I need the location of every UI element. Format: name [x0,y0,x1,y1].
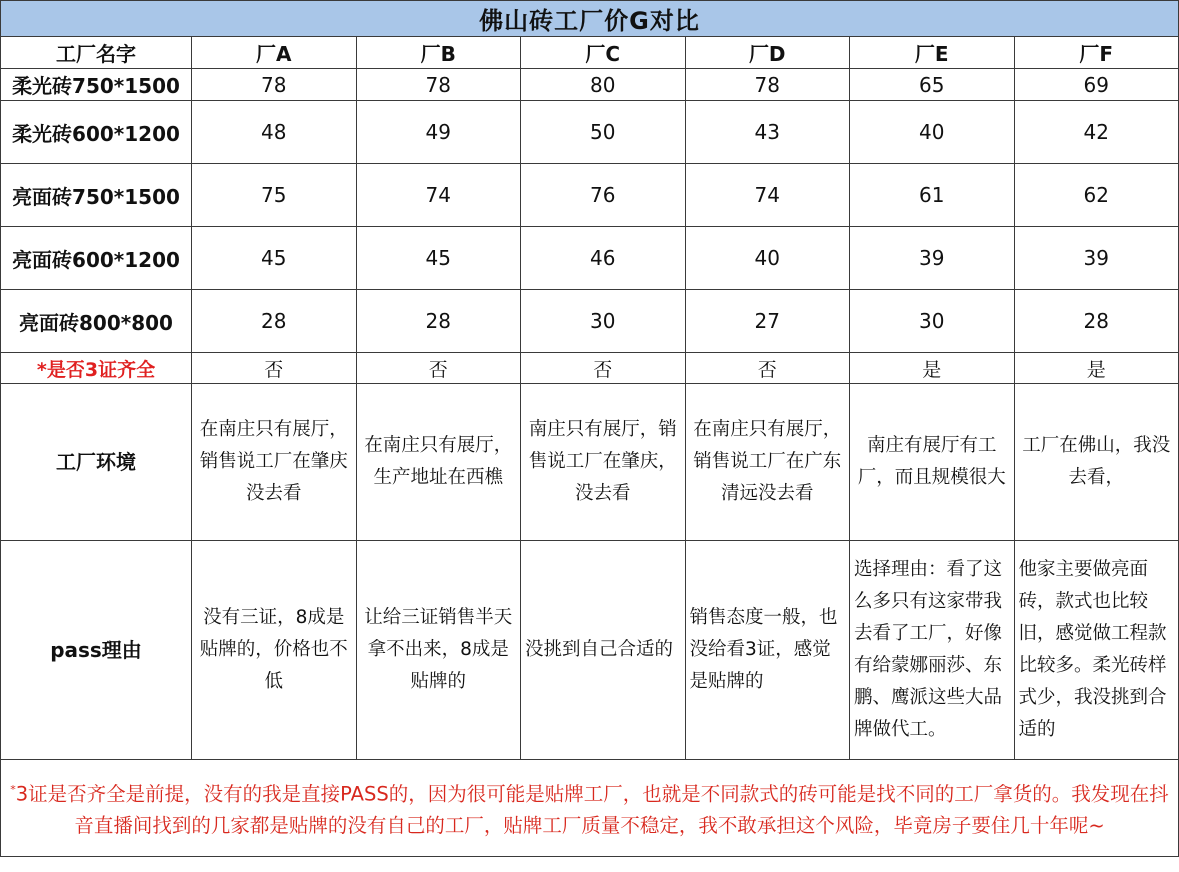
pass-reason-cell: 让给三证销售半天拿不出来，8成是贴牌的 [356,541,521,760]
price-cell: 28 [192,290,357,353]
title-row [1,1,1179,37]
factory-b-header: 厂B [356,37,521,69]
price-cell: 78 [192,69,357,101]
price-cell: 48 [192,101,357,164]
environment-cell: 南庄只有展厅，销售说工厂在肇庆，没去看 [521,384,686,541]
factory-a-header: 厂A [192,37,357,69]
pass-reason-cell: 销售态度一般，也没给看3证，感觉是贴牌的 [685,541,850,760]
environment-row [1,384,1179,541]
price-cell: 42 [1014,101,1179,164]
price-cell: 62 [1014,164,1179,227]
price-cell: 28 [1014,290,1179,353]
pass-reason-cell: 没挑到自己合适的 [521,541,686,760]
table-title: 佛山砖工厂价G对比 [1,1,1179,37]
factory-d-header: 厂D [685,37,850,69]
price-cell: 30 [521,290,686,353]
cert-cell: 是 [850,353,1015,384]
environment-cell: 在南庄只有展厅，生产地址在西樵 [356,384,521,541]
price-cell: 50 [521,101,686,164]
price-cell: 45 [192,227,357,290]
price-cell: 39 [850,227,1015,290]
header-label: 工厂名字 [1,37,192,69]
pass-reason-cell: 选择理由：看了这么多只有这家带我去看了工厂，好像有给蒙娜丽莎、东鹏、鹰派这些大品牌做代工。 [850,541,1015,760]
cert-row [1,353,1179,384]
price-cell: 39 [1014,227,1179,290]
price-row [1,69,1179,101]
price-cell: 74 [356,164,521,227]
price-cell: 46 [521,227,686,290]
cert-cell: 否 [685,353,850,384]
price-cell: 30 [850,290,1015,353]
cert-cell: 否 [521,353,686,384]
factory-f-header: 厂F [1014,37,1179,69]
price-cell: 76 [521,164,686,227]
environment-cell: 南庄有展厅有工厂，而且规模很大 [850,384,1015,541]
cert-row-label: *是否3证齐全 [1,353,192,384]
price-cell: 80 [521,69,686,101]
price-cell: 49 [356,101,521,164]
environment-cell: 在南庄只有展厅，销售说工厂在肇庆没去看 [192,384,357,541]
price-cell: 78 [685,69,850,101]
price-row [1,164,1179,227]
price-cell: 28 [356,290,521,353]
factory-c-header: 厂C [521,37,686,69]
price-row [1,290,1179,353]
price-cell: 61 [850,164,1015,227]
row-label: 亮面砖800*800 [1,290,192,353]
environment-cell: 工厂在佛山，我没去看， [1014,384,1179,541]
price-cell: 78 [356,69,521,101]
cert-cell: 是 [1014,353,1179,384]
footnote [1,760,1179,857]
environment-cell: 在南庄只有展厅，销售说工厂在广东清远没去看 [685,384,850,541]
footnote-row [1,760,1179,857]
row-label: 柔光砖600*1200 [1,101,192,164]
row-label: 亮面砖600*1200 [1,227,192,290]
cert-cell: 否 [192,353,357,384]
footnote-marker: * [10,782,16,796]
price-cell: 65 [850,69,1015,101]
price-row [1,101,1179,164]
header-row [1,37,1179,69]
pass-reason-cell: 没有三证，8成是贴牌的，价格也不低 [192,541,357,760]
price-row [1,227,1179,290]
factory-e-header: 厂E [850,37,1015,69]
price-cell: 45 [356,227,521,290]
price-cell: 40 [850,101,1015,164]
price-cell: 43 [685,101,850,164]
footnote-text: 3证是否齐全是前提，没有的我是直接PASS的，因为很可能是贴牌工厂，也就是不同款式的砖可能是找不同的工厂拿货的。我发现在抖音直播间找到的几家都是贴牌的没有自己的工厂，贴牌工厂质量不稳定，我不敢承担这个风险，毕竟房子要住几十年呢~ [15,782,1169,838]
price-cell: 74 [685,164,850,227]
cert-cell: 否 [356,353,521,384]
price-cell: 69 [1014,69,1179,101]
row-label: 亮面砖750*1500 [1,164,192,227]
price-cell: 75 [192,164,357,227]
price-cell: 27 [685,290,850,353]
environment-row-label: 工厂环境 [1,384,192,541]
pass-reason-cell: 他家主要做亮面砖，款式也比较旧，感觉做工程款比较多。柔光砖样式少，我没挑到合适的 [1014,541,1179,760]
pass-row-label: pass理由 [1,541,192,760]
pass-reason-row [1,541,1179,760]
row-label: 柔光砖750*1500 [1,69,192,101]
price-cell: 40 [685,227,850,290]
